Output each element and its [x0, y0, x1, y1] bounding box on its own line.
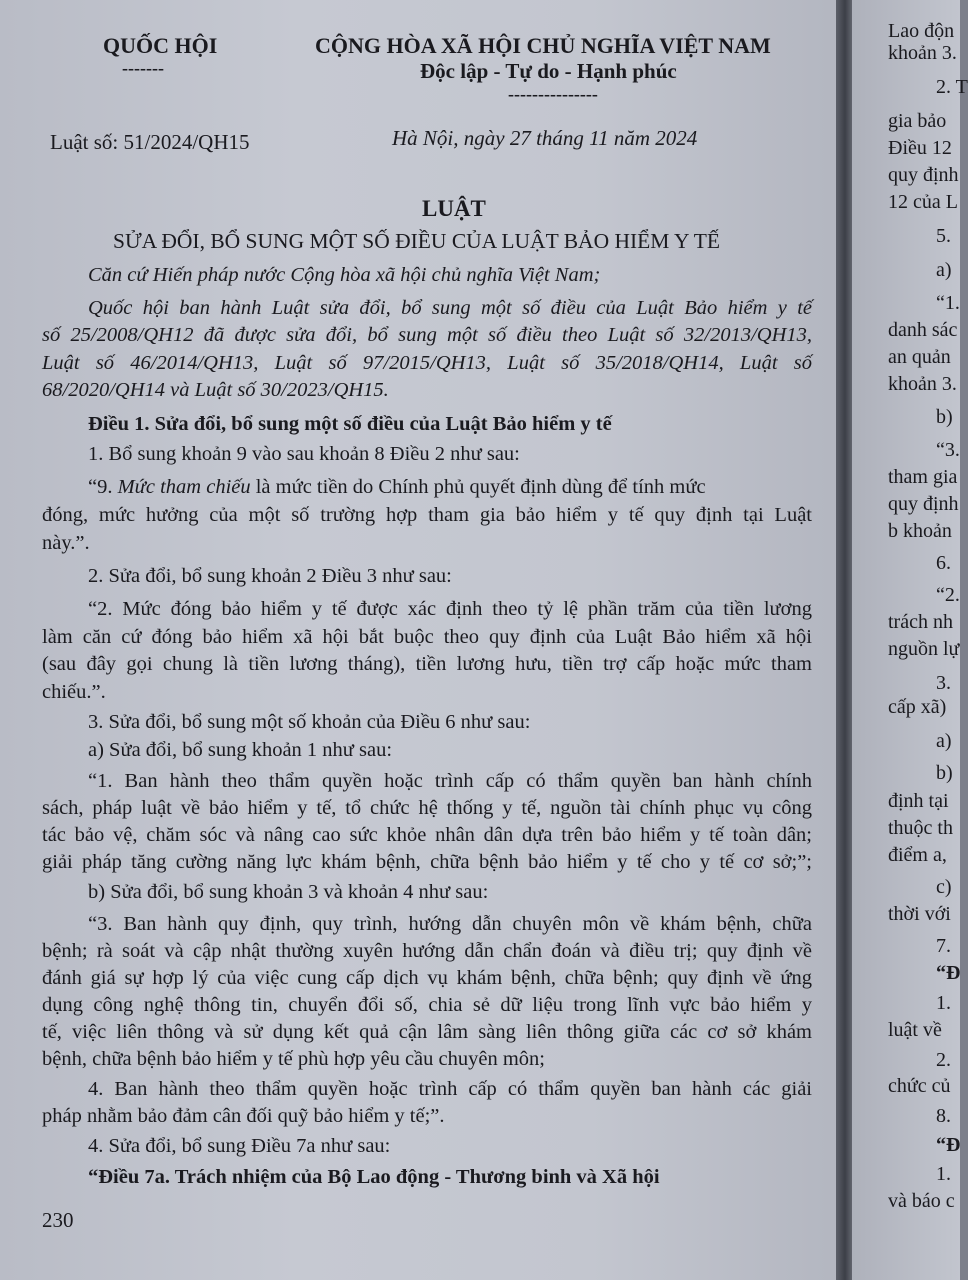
facing-page-line: chức củ [888, 1075, 951, 1097]
national-title: CỘNG HÒA XÃ HỘI CHỦ NGHĨA VIỆT NAM [315, 33, 771, 58]
body-line: “9. Mức tham chiếu là mức tiền do Chính phủ quyết định dùng để tính mức [88, 476, 706, 498]
facing-page-line: 1. [936, 1163, 951, 1185]
body-line: đánh giá sự hợp lý của việc cung cấp dịch vụ khám bệnh, chữa bệnh; quy định về ứng [42, 967, 812, 989]
body-line: “3. Ban hành quy định, quy trình, hướng dẫn chuyên môn về khám bệnh, chữa [88, 913, 812, 935]
document-subtitle: SỬA ĐỔI, BỔ SUNG MỘT SỐ ĐIỀU CỦA LUẬT BẢO HIỂM Y TẾ [113, 229, 720, 253]
facing-page [852, 0, 968, 1280]
facing-page-line: điểm a, [888, 844, 947, 866]
facing-page-line: khoản 3. [888, 373, 957, 395]
facing-page-line: 12 của L [888, 191, 958, 213]
facing-page-line: “Đ [936, 962, 961, 984]
article-heading: “Điều 7a. Trách nhiệm của Bộ Lao động - Thương binh và Xã hội [88, 1166, 660, 1188]
facing-page-line: “1. [936, 292, 960, 314]
body-line: tế, việc liên thông và sử dụng kết quả cận lâm sàng liên thông giữa các cơ sở khám [42, 1021, 812, 1043]
facing-page-line: 2. T [936, 76, 968, 98]
facing-page-line: thời với [888, 903, 951, 925]
motto-underline: --------------- [508, 84, 598, 104]
body-line: 2. Sửa đổi, bổ sung khoản 2 Điều 3 như sau: [88, 565, 452, 587]
preamble-line: Căn cứ Hiến pháp nước Cộng hòa xã hội chủ nghĩa Việt Nam; [88, 264, 601, 286]
issuing-body-underline: ------- [122, 58, 164, 78]
body-line: pháp nhằm bảo đảm cân đối quỹ bảo hiểm y tế;”. [42, 1105, 445, 1127]
facing-page-line: 7. [936, 935, 951, 957]
facing-page-line: Lao độn [888, 20, 955, 42]
body-line: “1. Ban hành theo thẩm quyền hoặc trình cấp có thẩm quyền ban hành chính [88, 770, 812, 792]
facing-page-line: “Đ [936, 1134, 961, 1156]
body-line: bệnh, chữa bệnh bảo hiểm y tế phù hợp yêu cầu chuyên môn; [42, 1048, 545, 1070]
body-line: này.”. [42, 532, 90, 554]
body-line: bệnh; rà soát và cập nhật thường xuyên hướng dẫn chẩn đoán và điều trị; quy định về [42, 940, 812, 962]
facing-page-line: danh sác [888, 319, 958, 341]
facing-page-line: 1. [936, 992, 951, 1014]
issuing-body: QUỐC HỘI [103, 33, 218, 58]
body-line: a) Sửa đổi, bổ sung khoản 1 như sau: [88, 739, 393, 761]
facing-page-line: và báo c [888, 1190, 955, 1212]
body-line: 3. Sửa đổi, bổ sung một số khoản của Điều 6 như sau: [88, 711, 531, 733]
body-line: đóng, mức hưởng của một số trường hợp tham gia bảo hiểm y tế quy định tại Luật [42, 504, 812, 526]
facing-page-line: gia bảo [888, 110, 947, 132]
body-line: làm căn cứ đóng bảo hiểm xã hội bắt buộc theo quy định của Luật Bảo hiểm xã hội [42, 626, 812, 648]
defined-term: Mức tham chiếu [117, 476, 251, 498]
facing-page-line: nguồn lự [888, 638, 960, 660]
facing-page-line: 5. [936, 225, 951, 247]
body-line: giải pháp tăng cường năng lực khám bệnh, chữa bệnh bảo hiểm y tế cho y tế cơ sở;”; [42, 851, 812, 873]
body-line: dụng công nghệ thông tin, chuyển đổi số, chia sẻ dữ liệu trong lĩnh vực bảo hiểm y [42, 994, 812, 1016]
national-motto: Độc lập - Tự do - Hạnh phúc [420, 59, 677, 83]
article-heading: Điều 1. Sửa đổi, bổ sung một số điều của Luật Bảo hiểm y tế [88, 413, 612, 435]
body-line: b) Sửa đổi, bổ sung khoản 3 và khoản 4 như sau: [88, 881, 489, 903]
preamble-line: 68/2020/QH14 và Luật số 30/2023/QH15. [42, 379, 389, 401]
issue-date: Hà Nội, ngày 27 tháng 11 năm 2024 [392, 126, 698, 150]
facing-page-line: định tại [888, 790, 949, 812]
facing-page-line: luật về [888, 1019, 942, 1041]
page-number: 230 [42, 1208, 74, 1232]
facing-page-line: trách nh [888, 611, 953, 633]
body-line: 4. Sửa đổi, bổ sung Điều 7a như sau: [88, 1135, 391, 1157]
facing-page-line: 6. [936, 552, 951, 574]
facing-page-line: cấp xã) [888, 696, 947, 718]
facing-page-line: a) [936, 730, 952, 752]
body-line: tác bảo vệ, chăm sóc và nâng cao sức khỏe nhân dân dựa trên bảo hiểm y tế toàn dân; [42, 824, 812, 846]
facing-page-line: quy định [888, 493, 959, 515]
facing-page-line: “3. [936, 439, 960, 461]
facing-page-line: b) [936, 762, 953, 784]
body-line: “2. Mức đóng bảo hiểm y tế được xác định theo tỷ lệ phần trăm của tiền lương [88, 598, 812, 620]
facing-page-line: b khoản [888, 520, 952, 542]
law-number: Luật số: 51/2024/QH15 [50, 130, 250, 154]
facing-page-line: b) [936, 406, 953, 428]
preamble-line: Quốc hội ban hành Luật sửa đổi, bổ sung một số điều của Luật Bảo hiểm y tế [88, 297, 812, 319]
facing-page-line: 3. [936, 672, 951, 694]
facing-page-line: khoản 3. [888, 42, 957, 64]
facing-page-line: Điều 12 [888, 137, 952, 159]
body-line: 4. Ban hành theo thẩm quyền hoặc trình cấp có thẩm quyền ban hành các giải [88, 1078, 812, 1100]
facing-page-line: thuộc th [888, 817, 953, 839]
body-line: (sau đây gọi chung là tiền lương tháng), tiền lương hưu, tiền trợ cấp hoặc mức tham [42, 653, 812, 675]
facing-page-line: a) [936, 259, 952, 281]
facing-page-line: 8. [936, 1105, 951, 1127]
preamble-line: Luật số 46/2014/QH13, Luật số 97/2015/QH13, Luật số 35/2018/QH14, Luật số [42, 352, 812, 374]
body-line: sách, pháp luật về bảo hiểm y tế, tổ chức hệ thống y tế, nguồn tài chính phục vụ công [42, 797, 812, 819]
facing-page-line: 2. [936, 1049, 951, 1071]
facing-page-line: tham gia [888, 466, 958, 488]
facing-page-line: “2. [936, 584, 960, 606]
body-line: 1. Bổ sung khoản 9 vào sau khoản 8 Điều 2 như sau: [88, 443, 520, 465]
preamble-line: số 25/2008/QH12 đã được sửa đổi, bổ sung một số điều theo Luật số 32/2013/QH13, [42, 324, 812, 346]
document-title: LUẬT [422, 196, 486, 221]
facing-page-line: an quản [888, 346, 951, 368]
body-line: chiếu.”. [42, 681, 106, 703]
facing-page-line: quy định [888, 164, 959, 186]
facing-page-line: c) [936, 876, 952, 898]
